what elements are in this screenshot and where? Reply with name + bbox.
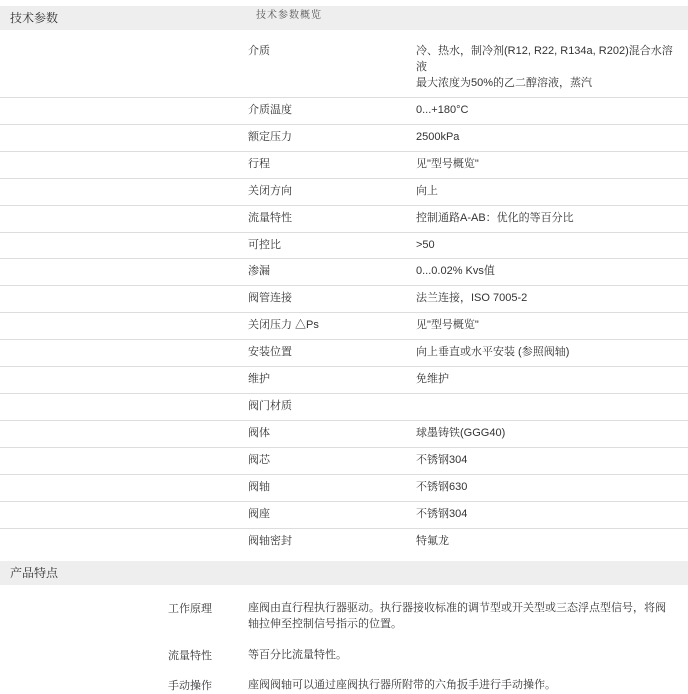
spec-label: 行程 — [0, 151, 416, 178]
spec-value: 2500kPa — [416, 124, 688, 151]
spec-label: 阀管连接 — [0, 286, 416, 313]
spec-label: 安装位置 — [0, 340, 416, 367]
section-header-features: 产品特点 — [0, 561, 688, 586]
spec-value: 不锈钢304 — [416, 448, 688, 475]
section-header-specs: 技术参数 — [0, 6, 688, 31]
table-row — [0, 259, 688, 286]
specs-table-body — [0, 39, 688, 555]
table-row — [0, 313, 688, 340]
spec-label: 阀体 — [0, 421, 416, 448]
table-row — [0, 367, 688, 394]
spec-value: 控制通路A-AB：优化的等百分比 — [416, 205, 688, 232]
table-row — [0, 448, 688, 475]
specs-table-wrap — [0, 39, 688, 555]
spec-label: 渗漏 — [0, 259, 416, 286]
feature-label: 手动操作 — [168, 680, 212, 693]
table-row — [0, 124, 688, 151]
features-section-header-wrap — [0, 561, 688, 586]
table-row — [0, 205, 688, 232]
spec-value: 见"型号概览" — [416, 151, 688, 178]
top-truncated-text — [256, 6, 322, 14]
feature-text: 等百分比流量特性。 — [248, 648, 347, 661]
specs-table — [0, 39, 688, 555]
spec-value: 0...+180°C — [416, 97, 688, 124]
document-page — [0, 6, 688, 693]
spec-label: 流量特性 — [0, 205, 416, 232]
table-row — [0, 232, 688, 259]
spec-label: 阀轴 — [0, 474, 416, 501]
table-row — [0, 474, 688, 501]
spec-value: 向上 — [416, 178, 688, 205]
table-row-group — [0, 394, 688, 421]
spec-label: 阀芯 — [0, 448, 416, 475]
feature-text: 座阀由直行程执行器驱动。执行器接收标准的调节型或开关型或三态浮点型信号，将阀轴拉伸至控制信号指示的位置。 — [248, 601, 666, 631]
spec-value — [416, 394, 688, 421]
spec-value: 免维护 — [416, 367, 688, 394]
spec-value-line1: 冷、热水，制冷剂(R12, R22, R134a, R202)混合水溶液 — [416, 45, 673, 73]
table-row — [0, 501, 688, 528]
table-row — [0, 97, 688, 124]
list-item — [0, 586, 688, 633]
table-row — [0, 340, 688, 367]
spec-label: 可控比 — [0, 232, 416, 259]
spec-value: 特氟龙 — [416, 534, 449, 547]
spec-value: 不锈钢304 — [416, 501, 688, 528]
spec-label: 介质温度 — [0, 97, 416, 124]
list-item — [0, 663, 688, 694]
spec-label: 阀门材质 — [0, 394, 416, 421]
feature-label: 工作原理 — [168, 602, 212, 615]
spec-value-line2: 最大浓度为50%的乙二醇溶液，蒸汽 — [416, 76, 593, 89]
spec-label: 维护 — [0, 367, 416, 394]
spec-value: 不锈钢630 — [416, 474, 688, 501]
spec-label: 阀座 — [0, 501, 416, 528]
spec-label: 阀轴密封 — [248, 534, 292, 547]
table-row — [0, 39, 688, 97]
spec-value: 法兰连接，ISO 7005-2 — [416, 286, 688, 313]
spec-value: 球墨铸铁(GGG40) — [416, 421, 688, 448]
spec-label: 介质 — [0, 39, 416, 97]
features-list — [0, 586, 688, 694]
list-item — [0, 633, 688, 664]
spec-label: 额定压力 — [0, 124, 416, 151]
specs-section-header-wrap — [0, 6, 688, 31]
feature-text: 座阀阀轴可以通过座阀执行器所附带的六角扳手进行手动操作。 — [248, 679, 556, 692]
table-row — [0, 178, 688, 205]
spec-value: 向上垂直或水平安装 (参照阀轴) — [416, 340, 688, 367]
spec-value: >50 — [416, 232, 688, 259]
table-row — [0, 286, 688, 313]
spec-value: 见"型号概览" — [416, 313, 688, 340]
table-row — [0, 421, 688, 448]
table-row — [0, 528, 688, 554]
spec-value — [416, 39, 688, 97]
feature-label: 流量特性 — [168, 649, 212, 662]
table-row — [0, 151, 688, 178]
spec-label: 关闭压力 △Ps — [0, 313, 416, 340]
spec-value: 0...0.02% Kvs值 — [416, 259, 688, 286]
spec-label: 关闭方向 — [0, 178, 416, 205]
